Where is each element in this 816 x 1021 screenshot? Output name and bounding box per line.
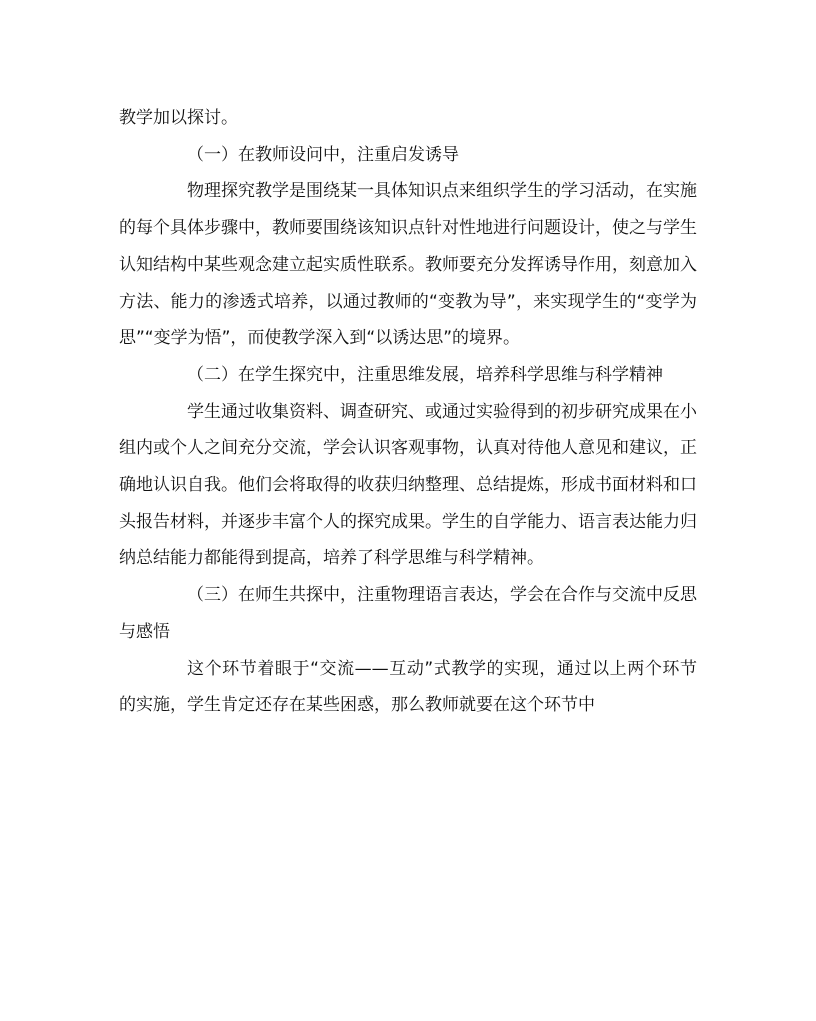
section-heading-2: （二）在学生探究中，注重思维发展，培养科学思维与科学精神 <box>187 364 663 385</box>
paragraph-1: 物理探究教学是围绕某一具体知识点来组织学生的学习活动，在实施的每个具体步骤中，教师要围绕该知识点针对性地进行问题设计，使之与学生认知结构中某些观念建立起实质性联系。教师要充分发挥诱导作用，刻意加入方法、能力的渗透式培养，以通过教师的“变教为导”，来实现学生的“变学为思”“变学为悟”，而使教学深入到“以诱达思”的境界。 <box>119 181 697 349</box>
paragraph-3: 这个环节着眼于“交流——互动”式教学的实现，通过以上两个环节的实施，学生肯定还存在某些困惑，那么教师就要在这个环节中 <box>119 658 697 716</box>
section-heading-3: （三）在师生共探中，注重物理语言表达，学会在合作与交流中反思与感悟 <box>119 585 697 642</box>
document-body <box>119 100 697 724</box>
section-heading-1: （一）在教师设问中，注重启发诱导 <box>187 144 459 165</box>
paragraph-continuation: 教学加以探讨。 <box>119 108 238 128</box>
paragraph-2: 学生通过收集资料、调查研究、或通过实验得到的初步研究成果在小组内或个人之间充分交流，学会认识客观事物，认真对待他人意见和建议，正确地认识自我。他们会将取得的收获归纳整理、总结提炼，形成书面材料和口头报告材料，并逐步丰富个人的探究成果。学生的自学能力、语言表达能力归纳总结能力都能得到提高，培养了科学思维与科学精神。 <box>119 401 697 569</box>
